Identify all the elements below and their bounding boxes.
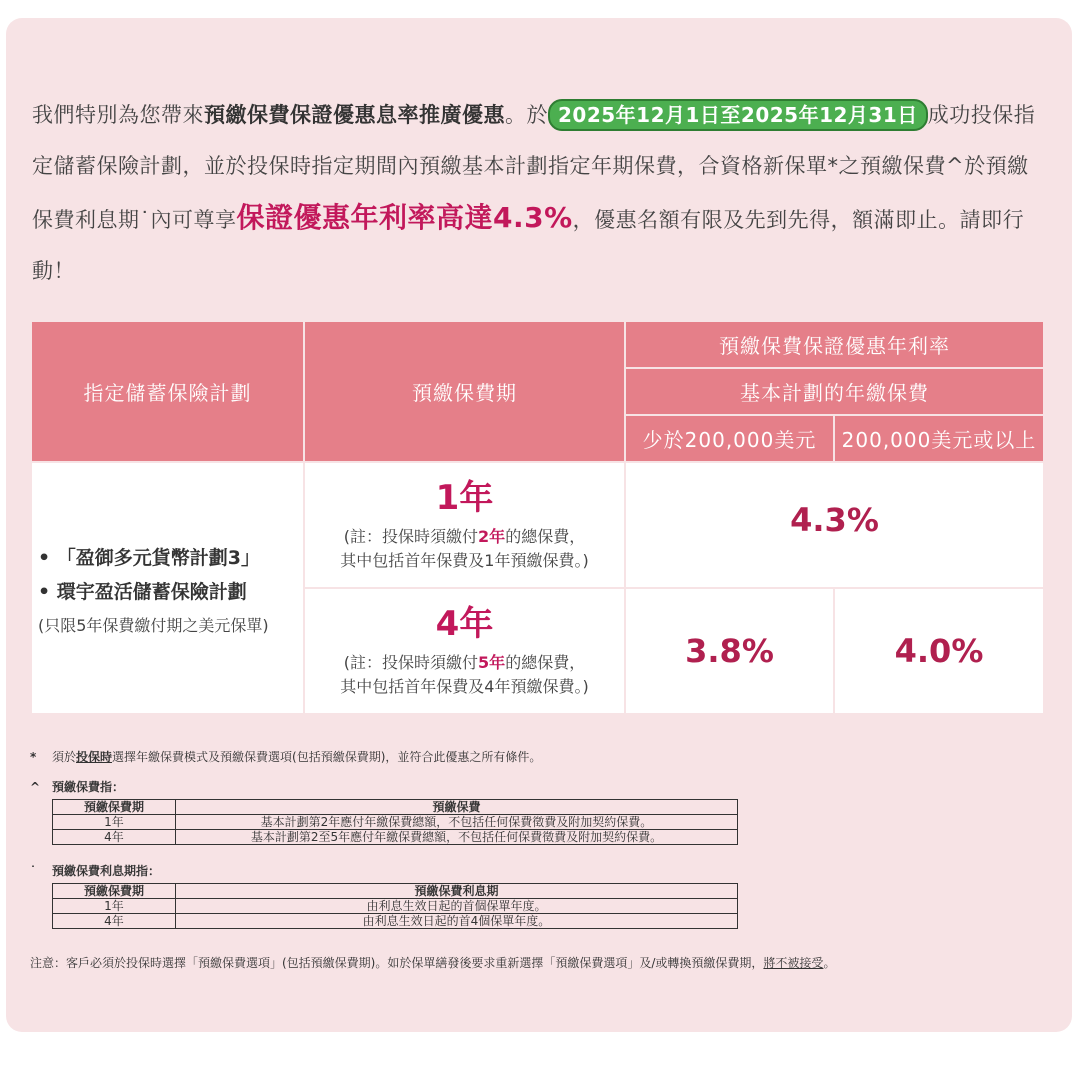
footnote-mark: *: [30, 750, 37, 764]
mini-cell: 4年: [53, 830, 176, 845]
header-tier-1: 少於200,000美元: [625, 415, 834, 462]
footnote-1: [30, 745, 1050, 769]
mini-header: 預繳保費利息期: [176, 884, 738, 899]
rate-1yr: 4.3%: [790, 501, 879, 539]
footnote-text: 須於: [52, 750, 77, 764]
footnote-mark: ˙: [30, 864, 36, 878]
note-years: 5年: [478, 653, 506, 672]
note-text: 的總保費，: [505, 527, 586, 546]
header-rate: 預繳保費保證優惠年利率: [625, 321, 1044, 368]
period-1-cell: [304, 462, 625, 588]
header-plan: 指定儲蓄保險計劃: [31, 321, 304, 462]
footnote-3: [30, 859, 1050, 883]
intro-paragraph: [32, 90, 1047, 297]
intro-text-1: 我們特別為您帶來: [32, 103, 204, 127]
footnote-underline: 投保時: [76, 750, 113, 764]
footnote-title: 預繳保費指：: [52, 780, 125, 794]
final-notice: [30, 951, 1050, 975]
plan-cell: [31, 462, 304, 714]
plan-note: (只限5年保費繳付期之美元保單): [38, 615, 269, 635]
rate-4yr-tier2: 4.0%: [894, 632, 984, 670]
intro-bold-title: 預繳保費保證優惠息率推廣優惠: [204, 103, 505, 127]
intro-text-2: 。於: [505, 103, 548, 127]
rate-cell-1: [625, 462, 1044, 588]
note-text: 的總保費，: [505, 653, 586, 672]
period-2: 4年: [435, 604, 494, 644]
rate-cell-2a: [625, 588, 834, 714]
footnotes: [30, 745, 1050, 975]
date-range-badge: 2025年12月1日至2025年12月31日: [548, 99, 928, 131]
footnote-title: 預繳保費利息期指：: [52, 864, 161, 878]
notice-text: 。: [823, 956, 836, 970]
footnote-2: [30, 775, 1050, 799]
rate-highlight: 保證優惠年利率高達4.3%: [236, 201, 573, 234]
mini-cell: 由利息生效日起的首個保單年度。: [176, 899, 738, 914]
period-2-cell: [304, 588, 625, 714]
header-premium: 基本計劃的年繳保費: [625, 368, 1044, 415]
footnote-text: 選擇年繳保費模式及預繳保費選項(包括預繳保費期)，並符合此優惠之所有條件。: [112, 750, 542, 764]
rate-cell-2b: [834, 588, 1044, 714]
header-tier-2: 200,000美元或以上: [834, 415, 1044, 462]
interest-period-table: [52, 883, 738, 929]
mini-cell: 1年: [53, 815, 176, 830]
mini-cell: 基本計劃第2年應付年繳保費總額，不包括任何保費徵費及附加契約保費。: [176, 815, 738, 830]
mini-header: 預繳保費期: [53, 800, 176, 815]
period-2-note: [306, 651, 623, 699]
notice-underline: 將不被接受: [763, 956, 824, 970]
note-text: 其中包括首年保費及1年預繳保費。): [340, 551, 589, 570]
note-text: (註：投保時須繳付: [343, 653, 479, 672]
plan-item-2: • 環宇盈活儲蓄保險計劃: [38, 580, 247, 603]
note-text: 其中包括首年保費及4年預繳保費。): [340, 677, 589, 696]
mini-cell: 由利息生效日起的首4個保單年度。: [176, 914, 738, 929]
mini-cell: 4年: [53, 914, 176, 929]
mini-header: 預繳保費期: [53, 884, 176, 899]
footnote-mark: ^: [30, 780, 41, 794]
period-1-note: [306, 525, 623, 573]
rate-table: [30, 320, 1045, 715]
header-period: 預繳保費期: [304, 321, 625, 462]
note-years: 2年: [478, 527, 506, 546]
notice-text: 注意：客戶必須於投保時選擇「預繳保費選項」(包括預繳保費期)。如於保單繕發後要求重新選擇「預繳保費選項」及/或轉換預繳保費期，: [30, 956, 764, 970]
intro-text-3: 成功投保指定儲蓄保險計劃，並於投保時指定期間內預繳基本計劃指定年期保費，合資格新保單*之預繳保費^於預繳保費利息期˙內可尊享: [32, 103, 1036, 232]
prepaid-premium-table: [52, 799, 738, 845]
mini-header: 預繳保費: [176, 800, 738, 815]
period-1: 1年: [435, 478, 494, 518]
rate-4yr-tier1: 3.8%: [685, 632, 774, 670]
mini-cell: 基本計劃第2至5年應付年繳保費總額，不包括任何保費徵費及附加契約保費。: [176, 830, 738, 845]
mini-cell: 1年: [53, 899, 176, 914]
plan-item-1: • 「盈御多元貨幣計劃3」: [38, 546, 260, 569]
intro-text-4: ，優惠名額有限及先到先得，額滿即止。請即行動！: [32, 208, 1025, 283]
note-text: (註：投保時須繳付: [343, 527, 479, 546]
